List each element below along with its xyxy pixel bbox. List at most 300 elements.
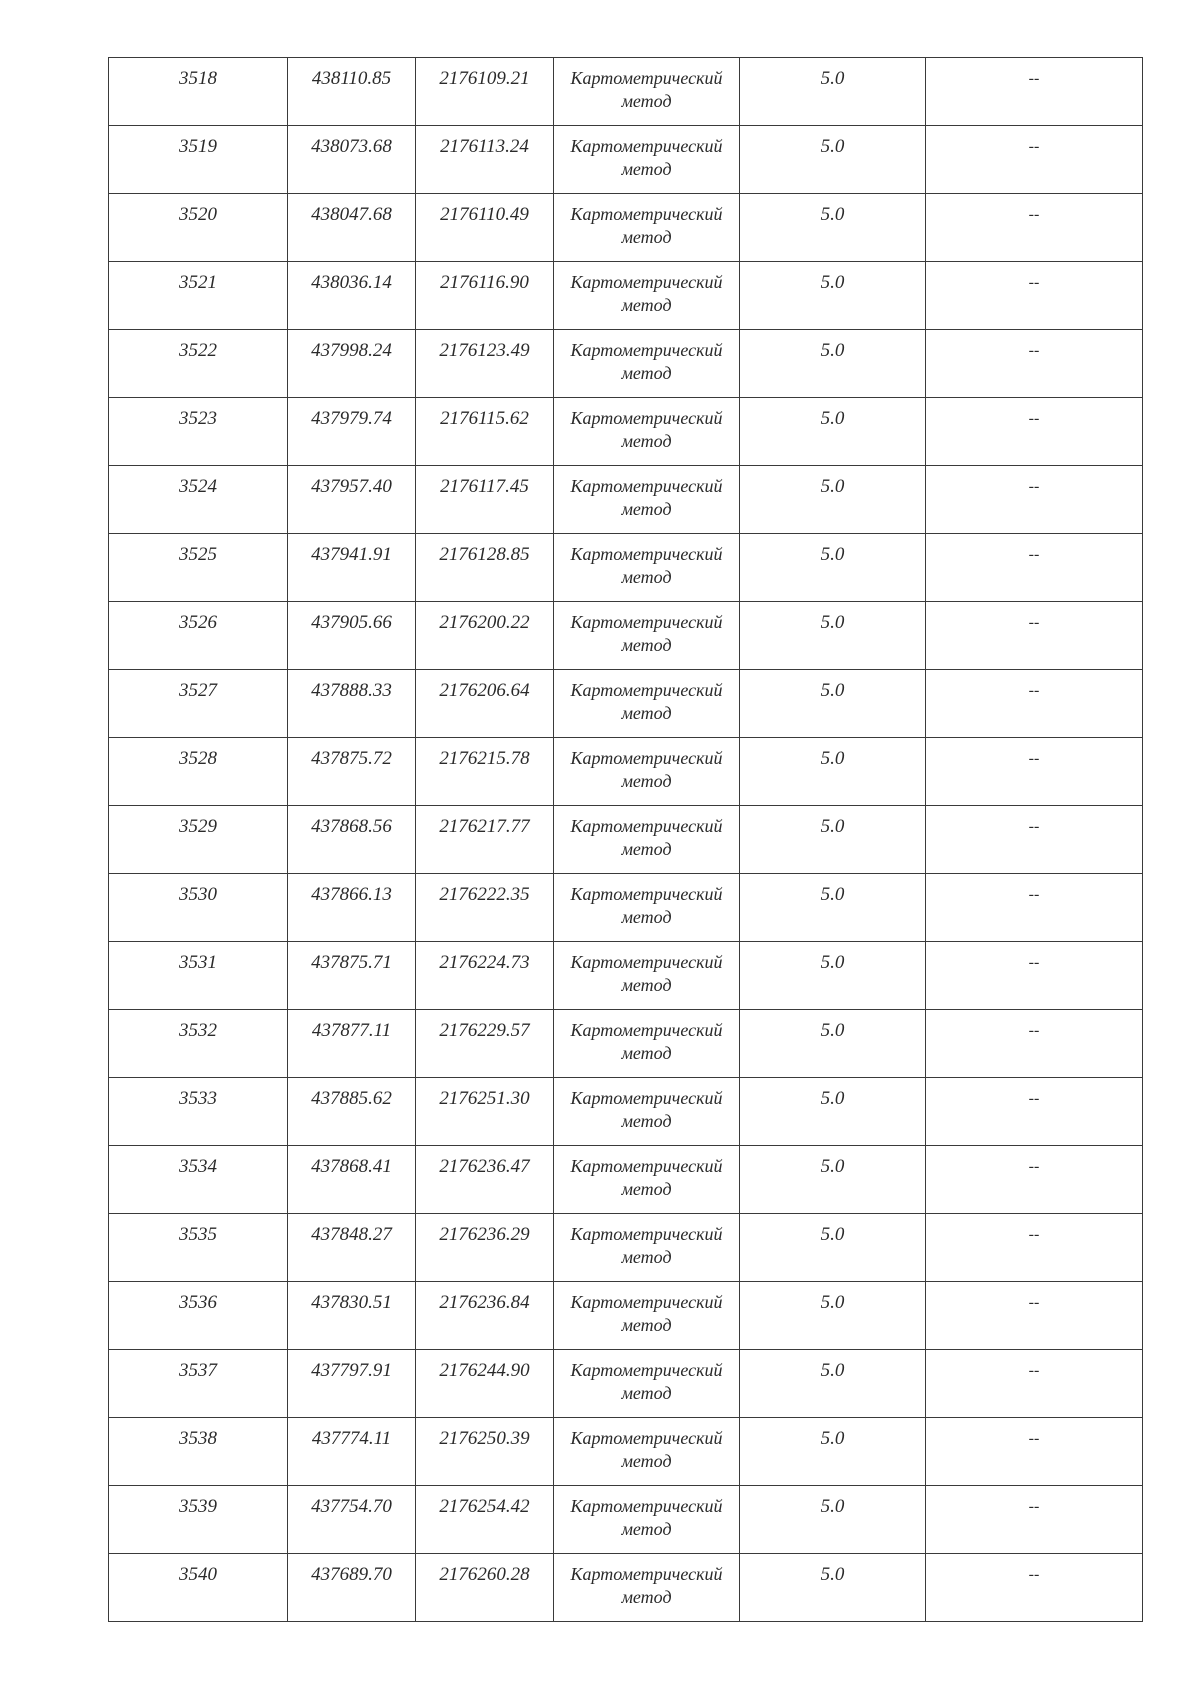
x-coordinate-cell (288, 806, 416, 874)
point-number-cell-text: 3524 (179, 476, 217, 497)
method-cell-line-1: Картометрический (570, 1156, 723, 1176)
point-number-cell (109, 398, 288, 466)
note-cell (926, 670, 1143, 738)
point-number-cell (109, 330, 288, 398)
method-cell-line-2: метод (621, 91, 672, 111)
point-number-cell (109, 1350, 288, 1418)
y-coordinate-cell (416, 1554, 554, 1622)
x-coordinate-cell-text: 438073.68 (311, 136, 392, 157)
point-number-cell-text: 3519 (179, 136, 217, 157)
table-row (109, 534, 1143, 602)
precision-cell-text: 5.0 (820, 476, 845, 497)
precision-cell (740, 1010, 926, 1078)
y-coordinate-cell (416, 670, 554, 738)
precision-cell-text: 5.0 (820, 1292, 845, 1313)
y-coordinate-cell (416, 1146, 554, 1214)
note-cell-text: -- (1028, 954, 1040, 971)
note-cell (926, 1078, 1143, 1146)
note-cell-text: -- (1028, 614, 1040, 631)
x-coordinate-cell-text: 437797.91 (311, 1360, 392, 1381)
method-cell (554, 126, 740, 194)
table-row (109, 1350, 1143, 1418)
precision-cell (740, 1282, 926, 1350)
table-row (109, 126, 1143, 194)
y-coordinate-cell (416, 738, 554, 806)
x-coordinate-cell-text: 437848.27 (311, 1224, 392, 1245)
point-number-cell (109, 1010, 288, 1078)
y-coordinate-cell-text: 2176236.84 (439, 1292, 530, 1313)
method-cell (554, 1418, 740, 1486)
x-coordinate-cell-text: 437888.33 (311, 680, 392, 701)
precision-cell (740, 1146, 926, 1214)
precision-cell-text: 5.0 (820, 272, 845, 293)
point-number-cell (109, 1282, 288, 1350)
point-number-cell-text: 3522 (179, 340, 217, 361)
x-coordinate-cell (288, 1214, 416, 1282)
precision-cell (740, 602, 926, 670)
point-number-cell-text: 3533 (179, 1088, 217, 1109)
precision-cell (740, 466, 926, 534)
y-coordinate-cell (416, 330, 554, 398)
method-cell-line-1: Картометрический (570, 1428, 723, 1448)
x-coordinate-cell (288, 1554, 416, 1622)
note-cell-text: -- (1028, 1158, 1040, 1175)
y-coordinate-cell (416, 126, 554, 194)
point-number-cell-text: 3529 (179, 816, 217, 837)
y-coordinate-cell-text: 2176260.28 (439, 1564, 530, 1585)
method-cell-line-2: метод (621, 1383, 672, 1403)
precision-cell (740, 874, 926, 942)
y-coordinate-cell (416, 466, 554, 534)
precision-cell-text: 5.0 (820, 612, 845, 633)
point-number-cell-text: 3537 (179, 1360, 217, 1381)
point-number-cell-text: 3540 (179, 1564, 217, 1585)
precision-cell-text: 5.0 (820, 136, 845, 157)
precision-cell (740, 330, 926, 398)
note-cell (926, 58, 1143, 126)
method-cell-line-2: метод (621, 635, 672, 655)
x-coordinate-cell (288, 670, 416, 738)
note-cell (926, 874, 1143, 942)
point-number-cell-text: 3532 (179, 1020, 217, 1041)
note-cell (926, 194, 1143, 262)
x-coordinate-cell-text: 437868.56 (311, 816, 392, 837)
point-number-cell-text: 3528 (179, 748, 217, 769)
x-coordinate-cell-text: 437885.62 (311, 1088, 392, 1109)
point-number-cell (109, 1078, 288, 1146)
note-cell (926, 126, 1143, 194)
precision-cell-text: 5.0 (820, 884, 845, 905)
y-coordinate-cell-text: 2176236.47 (439, 1156, 530, 1177)
precision-cell-text: 5.0 (820, 748, 845, 769)
note-cell-text: -- (1028, 342, 1040, 359)
note-cell (926, 1282, 1143, 1350)
method-cell-line-1: Картометрический (570, 340, 723, 360)
method-cell-line-1: Картометрический (570, 204, 723, 224)
method-cell-line-1: Картометрический (570, 1360, 723, 1380)
x-coordinate-cell-text: 437998.24 (311, 340, 392, 361)
y-coordinate-cell-text: 2176217.77 (439, 816, 530, 837)
note-cell (926, 738, 1143, 806)
point-number-cell-text: 3526 (179, 612, 217, 633)
note-cell (926, 1554, 1143, 1622)
y-coordinate-cell-text: 2176115.62 (440, 408, 529, 429)
x-coordinate-cell (288, 58, 416, 126)
x-coordinate-cell-text: 438110.85 (311, 68, 392, 89)
method-cell-line-1: Картометрический (570, 1020, 723, 1040)
note-cell (926, 398, 1143, 466)
point-number-cell-text: 3538 (179, 1428, 217, 1449)
note-cell-text: -- (1028, 70, 1040, 87)
x-coordinate-cell (288, 194, 416, 262)
y-coordinate-cell (416, 1418, 554, 1486)
note-cell-text: -- (1028, 1090, 1040, 1107)
precision-cell (740, 534, 926, 602)
method-cell (554, 58, 740, 126)
table-row (109, 670, 1143, 738)
method-cell-line-2: метод (621, 839, 672, 859)
x-coordinate-cell (288, 1418, 416, 1486)
note-cell (926, 806, 1143, 874)
table-row (109, 1078, 1143, 1146)
point-number-cell-text: 3520 (179, 204, 217, 225)
method-cell-line-1: Картометрический (570, 272, 723, 292)
method-cell (554, 262, 740, 330)
x-coordinate-cell-text: 437774.11 (311, 1428, 392, 1449)
note-cell (926, 1010, 1143, 1078)
note-cell-text: -- (1028, 410, 1040, 427)
precision-cell-text: 5.0 (820, 1020, 845, 1041)
point-number-cell (109, 1554, 288, 1622)
x-coordinate-cell (288, 1146, 416, 1214)
method-cell (554, 874, 740, 942)
method-cell (554, 1214, 740, 1282)
table-row (109, 1010, 1143, 1078)
x-coordinate-cell (288, 398, 416, 466)
method-cell (554, 466, 740, 534)
method-cell-line-1: Картометрический (570, 952, 723, 972)
y-coordinate-cell (416, 58, 554, 126)
point-number-cell (109, 942, 288, 1010)
x-coordinate-cell-text: 437941.91 (311, 544, 392, 565)
y-coordinate-cell-text: 2176206.64 (439, 680, 530, 701)
table-row (109, 1282, 1143, 1350)
method-cell-line-2: метод (621, 907, 672, 927)
x-coordinate-cell (288, 330, 416, 398)
point-number-cell-text: 3534 (179, 1156, 217, 1177)
x-coordinate-cell-text: 437866.13 (311, 884, 392, 905)
method-cell (554, 670, 740, 738)
method-cell-line-1: Картометрический (570, 680, 723, 700)
x-coordinate-cell (288, 466, 416, 534)
point-number-cell (109, 602, 288, 670)
precision-cell (740, 1350, 926, 1418)
method-cell-line-2: метод (621, 1179, 672, 1199)
point-number-cell (109, 1146, 288, 1214)
y-coordinate-cell (416, 1282, 554, 1350)
y-coordinate-cell (416, 1010, 554, 1078)
method-cell-line-1: Картометрический (570, 884, 723, 904)
note-cell-text: -- (1028, 1226, 1040, 1243)
point-number-cell (109, 1486, 288, 1554)
note-cell (926, 942, 1143, 1010)
precision-cell (740, 262, 926, 330)
table-row (109, 1214, 1143, 1282)
precision-cell-text: 5.0 (820, 680, 845, 701)
table-row (109, 874, 1143, 942)
y-coordinate-cell (416, 1486, 554, 1554)
method-cell (554, 1146, 740, 1214)
y-coordinate-cell (416, 602, 554, 670)
method-cell-line-2: метод (621, 771, 672, 791)
y-coordinate-cell (416, 194, 554, 262)
coordinates-table (108, 57, 1143, 1622)
note-cell-text: -- (1028, 1362, 1040, 1379)
y-coordinate-cell-text: 2176116.90 (440, 272, 529, 293)
table-row (109, 1554, 1143, 1622)
x-coordinate-cell-text: 437689.70 (311, 1564, 392, 1585)
point-number-cell (109, 738, 288, 806)
y-coordinate-cell (416, 398, 554, 466)
note-cell-text: -- (1028, 1022, 1040, 1039)
table-row (109, 602, 1143, 670)
precision-cell-text: 5.0 (820, 1088, 845, 1109)
note-cell-text: -- (1028, 682, 1040, 699)
y-coordinate-cell-text: 2176123.49 (439, 340, 530, 361)
y-coordinate-cell-text: 2176128.85 (439, 544, 530, 565)
note-cell (926, 262, 1143, 330)
precision-cell (740, 1486, 926, 1554)
method-cell (554, 602, 740, 670)
x-coordinate-cell (288, 602, 416, 670)
precision-cell-text: 5.0 (820, 1496, 845, 1517)
x-coordinate-cell-text: 437875.72 (311, 748, 392, 769)
note-cell-text: -- (1028, 138, 1040, 155)
table-row (109, 466, 1143, 534)
method-cell-line-2: метод (621, 227, 672, 247)
x-coordinate-cell (288, 1282, 416, 1350)
precision-cell-text: 5.0 (820, 544, 845, 565)
point-number-cell-text: 3521 (179, 272, 217, 293)
method-cell-line-2: метод (621, 295, 672, 315)
method-cell-line-2: метод (621, 1519, 672, 1539)
method-cell-line-2: метод (621, 499, 672, 519)
method-cell (554, 330, 740, 398)
x-coordinate-cell (288, 126, 416, 194)
point-number-cell-text: 3525 (179, 544, 217, 565)
y-coordinate-cell-text: 2176224.73 (439, 952, 530, 973)
table-row (109, 942, 1143, 1010)
method-cell-line-1: Картометрический (570, 476, 723, 496)
method-cell-line-1: Картометрический (570, 1088, 723, 1108)
method-cell-line-2: метод (621, 1451, 672, 1471)
precision-cell-text: 5.0 (820, 408, 845, 429)
precision-cell-text: 5.0 (820, 952, 845, 973)
y-coordinate-cell-text: 2176200.22 (439, 612, 530, 633)
precision-cell-text: 5.0 (820, 1360, 845, 1381)
precision-cell (740, 738, 926, 806)
point-number-cell (109, 806, 288, 874)
y-coordinate-cell-text: 2176236.29 (439, 1224, 530, 1245)
y-coordinate-cell (416, 262, 554, 330)
point-number-cell (109, 1214, 288, 1282)
note-cell (926, 1350, 1143, 1418)
method-cell (554, 1078, 740, 1146)
y-coordinate-cell-text: 2176117.45 (440, 476, 529, 497)
y-coordinate-cell-text: 2176222.35 (439, 884, 530, 905)
method-cell-line-1: Картометрический (570, 408, 723, 428)
method-cell-line-1: Картометрический (570, 748, 723, 768)
table-row (109, 398, 1143, 466)
x-coordinate-cell (288, 1486, 416, 1554)
method-cell (554, 398, 740, 466)
x-coordinate-cell-text: 437905.66 (311, 612, 392, 633)
method-cell (554, 806, 740, 874)
method-cell-line-2: метод (621, 1247, 672, 1267)
table-row (109, 58, 1143, 126)
point-number-cell (109, 262, 288, 330)
method-cell-line-2: метод (621, 975, 672, 995)
y-coordinate-cell (416, 874, 554, 942)
y-coordinate-cell (416, 1214, 554, 1282)
point-number-cell (109, 670, 288, 738)
precision-cell (740, 670, 926, 738)
method-cell-line-2: метод (621, 1315, 672, 1335)
x-coordinate-cell (288, 942, 416, 1010)
note-cell (926, 602, 1143, 670)
x-coordinate-cell (288, 534, 416, 602)
note-cell (926, 466, 1143, 534)
precision-cell (740, 942, 926, 1010)
precision-cell (740, 398, 926, 466)
method-cell-line-2: метод (621, 567, 672, 587)
method-cell (554, 738, 740, 806)
precision-cell (740, 126, 926, 194)
method-cell-line-2: метод (621, 159, 672, 179)
point-number-cell-text: 3530 (179, 884, 217, 905)
point-number-cell (109, 58, 288, 126)
y-coordinate-cell-text: 2176109.21 (439, 68, 530, 89)
method-cell-line-1: Картометрический (570, 136, 723, 156)
note-cell (926, 1486, 1143, 1554)
table-row (109, 806, 1143, 874)
method-cell-line-1: Картометрический (570, 1224, 723, 1244)
precision-cell (740, 806, 926, 874)
method-cell-line-1: Картометрический (570, 1564, 723, 1584)
note-cell (926, 1214, 1143, 1282)
method-cell (554, 1282, 740, 1350)
method-cell-line-2: метод (621, 1587, 672, 1607)
precision-cell-text: 5.0 (820, 204, 845, 225)
method-cell-line-1: Картометрический (570, 612, 723, 632)
note-cell (926, 1418, 1143, 1486)
precision-cell-text: 5.0 (820, 1224, 845, 1245)
note-cell-text: -- (1028, 478, 1040, 495)
method-cell (554, 1010, 740, 1078)
precision-cell (740, 1214, 926, 1282)
x-coordinate-cell (288, 1010, 416, 1078)
method-cell-line-2: метод (621, 1111, 672, 1131)
method-cell-line-1: Картометрический (570, 816, 723, 836)
y-coordinate-cell (416, 1078, 554, 1146)
precision-cell-text: 5.0 (820, 1428, 845, 1449)
method-cell (554, 942, 740, 1010)
method-cell-line-2: метод (621, 363, 672, 383)
x-coordinate-cell (288, 1350, 416, 1418)
point-number-cell-text: 3536 (179, 1292, 217, 1313)
note-cell-text: -- (1028, 206, 1040, 223)
x-coordinate-cell (288, 874, 416, 942)
x-coordinate-cell-text: 438047.68 (311, 204, 392, 225)
point-number-cell-text: 3527 (179, 680, 217, 701)
point-number-cell-text: 3539 (179, 1496, 217, 1517)
method-cell-line-2: метод (621, 431, 672, 451)
table-row (109, 1486, 1143, 1554)
method-cell-line-1: Картометрический (570, 544, 723, 564)
note-cell-text: -- (1028, 1430, 1040, 1447)
y-coordinate-cell-text: 2176215.78 (439, 748, 530, 769)
y-coordinate-cell (416, 942, 554, 1010)
note-cell-text: -- (1028, 750, 1040, 767)
note-cell-text: -- (1028, 1566, 1040, 1583)
method-cell-line-1: Картометрический (570, 1496, 723, 1516)
x-coordinate-cell-text: 437877.11 (311, 1020, 392, 1041)
method-cell-line-1: Картометрический (570, 1292, 723, 1312)
note-cell-text: -- (1028, 546, 1040, 563)
point-number-cell (109, 126, 288, 194)
precision-cell-text: 5.0 (820, 68, 845, 89)
point-number-cell (109, 874, 288, 942)
point-number-cell (109, 534, 288, 602)
precision-cell-text: 5.0 (820, 1156, 845, 1177)
note-cell (926, 534, 1143, 602)
table-row (109, 330, 1143, 398)
y-coordinate-cell-text: 2176244.90 (439, 1360, 530, 1381)
method-cell-line-2: метод (621, 1043, 672, 1063)
method-cell (554, 1486, 740, 1554)
x-coordinate-cell-text: 437830.51 (311, 1292, 392, 1313)
precision-cell (740, 194, 926, 262)
note-cell-text: -- (1028, 274, 1040, 291)
x-coordinate-cell-text: 437868.41 (311, 1156, 392, 1177)
point-number-cell (109, 466, 288, 534)
point-number-cell-text: 3518 (179, 68, 217, 89)
coordinates-table-body (109, 58, 1143, 1622)
x-coordinate-cell-text: 438036.14 (311, 272, 392, 293)
y-coordinate-cell (416, 806, 554, 874)
note-cell-text: -- (1028, 886, 1040, 903)
y-coordinate-cell (416, 1350, 554, 1418)
y-coordinate-cell (416, 534, 554, 602)
note-cell (926, 330, 1143, 398)
y-coordinate-cell-text: 2176110.49 (440, 204, 529, 225)
precision-cell (740, 58, 926, 126)
point-number-cell-text: 3535 (179, 1224, 217, 1245)
precision-cell (740, 1418, 926, 1486)
y-coordinate-cell-text: 2176254.42 (439, 1496, 530, 1517)
table-row (109, 1418, 1143, 1486)
x-coordinate-cell (288, 738, 416, 806)
note-cell-text: -- (1028, 1294, 1040, 1311)
precision-cell (740, 1078, 926, 1146)
point-number-cell (109, 1418, 288, 1486)
y-coordinate-cell-text: 2176251.30 (439, 1088, 530, 1109)
y-coordinate-cell-text: 2176113.24 (440, 136, 529, 157)
method-cell (554, 194, 740, 262)
y-coordinate-cell-text: 2176229.57 (439, 1020, 530, 1041)
precision-cell-text: 5.0 (820, 340, 845, 361)
precision-cell-text: 5.0 (820, 816, 845, 837)
